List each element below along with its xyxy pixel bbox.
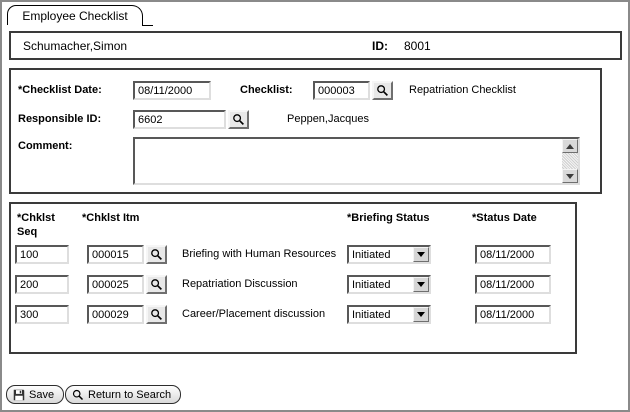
header-chklst-itm: *Chklst Itm [82, 212, 140, 224]
magnifier-icon [72, 389, 84, 401]
magnifier-icon [150, 248, 163, 261]
item-input-row3[interactable] [87, 305, 144, 324]
checklist-items-group [9, 202, 577, 354]
magnifier-icon [150, 308, 163, 321]
checklist-info-group [9, 68, 602, 194]
checklist-date-input[interactable] [133, 81, 211, 100]
header-chklst-seq-line2: Seq [17, 226, 38, 238]
comment-input[interactable] [135, 139, 562, 183]
responsible-id-input[interactable] [133, 110, 226, 129]
comment-scrollbar[interactable] [562, 139, 578, 183]
header-chklst-seq-line1: *Chklst [17, 212, 55, 224]
status-dropdown-row2[interactable] [347, 275, 431, 294]
return-to-search-button[interactable] [65, 385, 181, 404]
magnifier-icon [376, 84, 389, 97]
seq-input-row1[interactable] [15, 245, 69, 264]
item-lookup-button-row2[interactable] [146, 275, 167, 294]
dropdown-button-row3[interactable] [413, 307, 429, 322]
arrow-down-icon [566, 174, 574, 179]
employee-name: Schumacher,Simon [23, 39, 128, 53]
status-date-input-row1[interactable] [475, 245, 551, 264]
responsible-lookup-button[interactable] [228, 110, 249, 129]
scrollbar-track[interactable] [562, 153, 578, 169]
seq-input-row2[interactable] [15, 275, 69, 294]
header-status-date: *Status Date [472, 212, 537, 224]
status-date-input-row2[interactable] [475, 275, 551, 294]
checklist-label: Checklist: [240, 84, 293, 96]
comment-box [133, 137, 580, 185]
item-description-row2: Repatriation Discussion [182, 278, 298, 290]
arrow-up-icon [566, 144, 574, 149]
responsible-id-label: Responsible ID: [18, 113, 102, 125]
save-button-label: Save [29, 388, 55, 401]
comment-label: Comment: [18, 140, 73, 152]
item-lookup-button-row1[interactable] [146, 245, 167, 264]
employee-id-value: 8001 [404, 39, 431, 53]
scroll-up-button[interactable] [562, 139, 578, 153]
floppy-disk-icon [13, 389, 25, 401]
return-to-search-label: Return to Search [88, 388, 172, 401]
responsible-name: Peppen,Jacques [287, 113, 369, 125]
employee-id-label: ID: [372, 39, 388, 53]
status-value-row3: Initiated [352, 308, 391, 321]
status-dropdown-row3[interactable] [347, 305, 431, 324]
status-value-row2: Initiated [352, 278, 391, 291]
dropdown-button-row1[interactable] [413, 247, 429, 262]
status-value-row1: Initiated [352, 248, 391, 261]
scroll-down-button[interactable] [562, 169, 578, 183]
checklist-number-input[interactable] [313, 81, 370, 100]
checklist-lookup-button[interactable] [372, 81, 393, 100]
status-date-input-row3[interactable] [475, 305, 551, 324]
status-dropdown-row1[interactable] [347, 245, 431, 264]
chevron-down-icon [417, 312, 425, 317]
save-button[interactable] [6, 385, 64, 404]
employee-header-bar [9, 31, 622, 60]
magnifier-icon [150, 278, 163, 291]
tab-employee-checklist[interactable] [7, 5, 143, 25]
item-input-row2[interactable] [87, 275, 144, 294]
checklist-description: Repatriation Checklist [409, 84, 516, 96]
header-briefing-status: *Briefing Status [347, 212, 430, 224]
seq-input-row3[interactable] [15, 305, 69, 324]
item-description-row3: Career/Placement discussion [182, 308, 326, 320]
magnifier-icon [232, 113, 245, 126]
item-description-row1: Briefing with Human Resources [182, 248, 337, 260]
checklist-date-label: *Checklist Date: [18, 84, 102, 96]
dropdown-button-row2[interactable] [413, 277, 429, 292]
chevron-down-icon [417, 282, 425, 287]
item-lookup-button-row3[interactable] [146, 305, 167, 324]
item-input-row1[interactable] [87, 245, 144, 264]
tab-label: Employee Checklist [22, 8, 128, 23]
chevron-down-icon [417, 252, 425, 257]
